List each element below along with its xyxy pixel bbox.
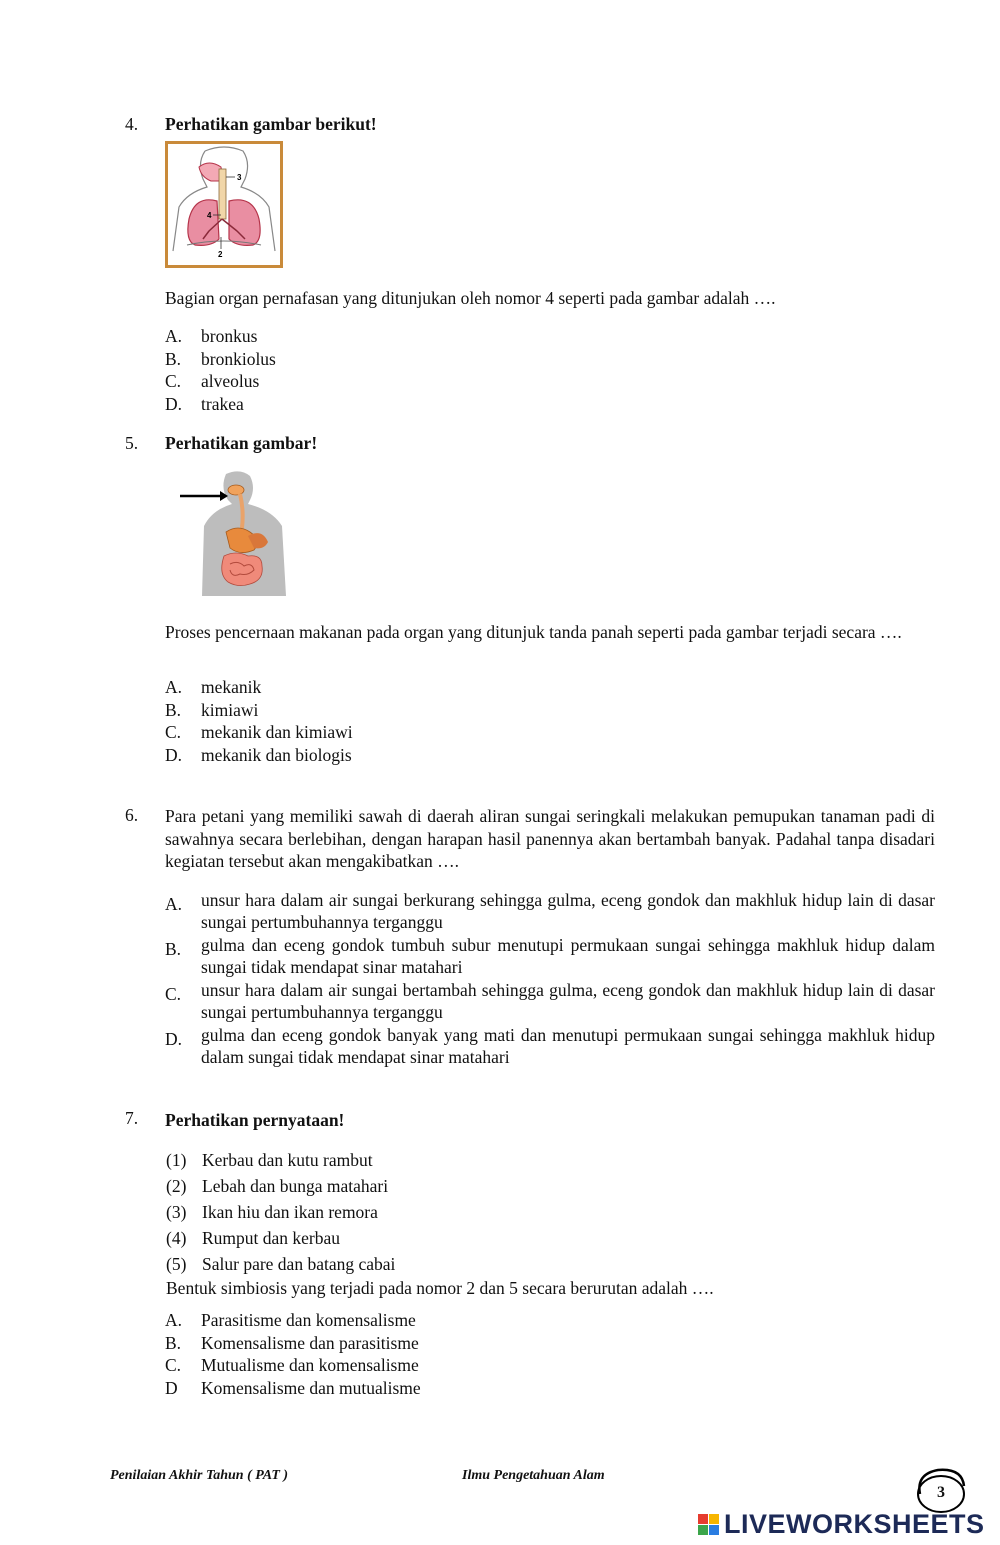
- option-letter: A.: [165, 677, 183, 697]
- option-text: unsur hara dalam air sungai berkurang sehingga gulma, eceng gondok dan makhluk hidup lain di dasar sungai pertumbuhannya terganggu: [201, 890, 935, 932]
- option-text: bronkiolus: [201, 348, 276, 369]
- option-text: mekanik dan biologis: [201, 744, 352, 765]
- q5-option-c[interactable]: [165, 721, 353, 744]
- q4-question: Bagian organ pernafasan yang ditunjukan oleh nomor 4 seperti pada gambar adalah ….: [165, 288, 776, 308]
- option-letter: A.: [165, 326, 183, 346]
- option-text: trakea: [201, 393, 244, 414]
- liveworksheets-logo-text: LIVEWORKSHEETS: [724, 1509, 985, 1539]
- q7-option-b[interactable]: [165, 1332, 419, 1355]
- option-text: gulma dan eceng gondok tumbuh subur menutupi permukaan sungai sehingga makhluk hidup dalam sungai tidak mendapat sinar matahari: [201, 935, 935, 977]
- q6-option-d[interactable]: [165, 1024, 935, 1068]
- q6-question: Para petani yang memiliki sawah di daerah aliran sungai seringkali melakukan pemupukan tanaman padi di sawahnya secara berlebihan, dengan harapan hasil panennya akan bertambah banyak. Padahal tanpa disadari kegiatan tersebut akan mengakibatkan ….: [165, 806, 935, 871]
- q7-option-c[interactable]: [165, 1354, 419, 1377]
- option-text: kimiawi: [201, 699, 259, 720]
- q6-option-b[interactable]: [165, 934, 935, 978]
- statement-text: Salur pare dan batang cabai: [202, 1254, 396, 1274]
- statement-text: Lebah dan bunga matahari: [202, 1176, 389, 1196]
- statement-label: (5): [166, 1254, 187, 1274]
- option-letter: C.: [165, 984, 182, 1004]
- q6-number: 6.: [125, 805, 139, 825]
- statement-label: (4): [166, 1228, 187, 1248]
- q4-title: Perhatikan gambar berikut!: [165, 114, 377, 134]
- digestive-system-figure: [178, 470, 290, 600]
- option-letter: A.: [165, 1310, 183, 1330]
- option-text: Parasitisme dan komensalisme: [201, 1310, 416, 1330]
- footer-subject: Ilmu Pengetahuan Alam: [462, 1468, 605, 1483]
- q7-title: Perhatikan pernyataan!: [165, 1110, 345, 1130]
- q7-question: Bentuk simbiosis yang terjadi pada nomor 2 dan 5 secara berurutan adalah ….: [166, 1278, 714, 1298]
- q4-option-d[interactable]: [165, 393, 244, 416]
- q5-number: 5.: [125, 433, 139, 453]
- statement-text: Kerbau dan kutu rambut: [202, 1150, 373, 1170]
- page-number: 3: [937, 1484, 945, 1501]
- option-letter: B.: [165, 1332, 182, 1353]
- q4-option-c[interactable]: [165, 370, 259, 393]
- q7-statement-1: [166, 1147, 373, 1173]
- q7-statement-5: [166, 1251, 395, 1277]
- q5-option-a[interactable]: [165, 676, 261, 699]
- option-letter: B.: [165, 699, 182, 720]
- option-letter: D.: [165, 1029, 183, 1049]
- q6-option-c[interactable]: [165, 979, 935, 1023]
- q6-option-a[interactable]: [165, 889, 935, 933]
- liveworksheets-logo-icon: [698, 1514, 720, 1536]
- option-letter: A.: [165, 894, 183, 914]
- q7-number: 7.: [125, 1108, 139, 1128]
- option-letter: D.: [165, 393, 183, 414]
- q4-option-b[interactable]: [165, 348, 276, 371]
- option-letter: B.: [165, 939, 182, 959]
- option-letter: B.: [165, 348, 182, 369]
- option-letter: D: [165, 1377, 178, 1398]
- option-letter: C.: [165, 371, 182, 391]
- q7-option-d[interactable]: [165, 1377, 421, 1400]
- option-text: Komensalisme dan parasitisme: [201, 1332, 419, 1353]
- statement-label: (1): [166, 1150, 187, 1170]
- statement-text: Ikan hiu dan ikan remora: [202, 1202, 378, 1222]
- option-text: bronkus: [201, 326, 258, 346]
- statement-text: Rumput dan kerbau: [202, 1228, 341, 1248]
- q5-title: Perhatikan gambar!: [165, 433, 318, 453]
- option-letter: D.: [165, 744, 183, 765]
- option-text: gulma dan eceng gondok banyak yang mati dan menutupi permukaan sungai sehingga makhluk hidup dalam sungai tidak mendapat sinar matahari: [201, 1025, 935, 1067]
- statement-label: (3): [166, 1202, 187, 1222]
- statement-label: (2): [166, 1176, 187, 1196]
- q7-option-a[interactable]: [165, 1309, 416, 1332]
- option-text: mekanik dan kimiawi: [201, 722, 353, 742]
- figure-label-4: 4: [207, 211, 212, 220]
- option-text: alveolus: [201, 371, 260, 391]
- q5-question: Proses pencernaan makanan pada organ yang ditunjuk tanda panah seperti pada gambar terjadi secara ….: [165, 622, 902, 642]
- footer-exam-name: Penilaian Akhir Tahun ( PAT ): [110, 1468, 289, 1483]
- option-text: unsur hara dalam air sungai bertambah sehingga gulma, eceng gondok dan makhluk hidup lain di dasar sungai pertumbuhannya terganggu: [201, 980, 935, 1022]
- q5-option-b[interactable]: [165, 699, 258, 722]
- option-text: mekanik: [201, 677, 262, 697]
- figure-label-2: 2: [218, 250, 223, 259]
- option-letter: C.: [165, 722, 182, 742]
- q7-statement-3: [166, 1199, 378, 1225]
- q4-number: 4.: [125, 114, 139, 134]
- q7-statement-4: [166, 1225, 340, 1251]
- respiratory-system-figure: [165, 141, 283, 268]
- option-text: Komensalisme dan mutualisme: [201, 1377, 421, 1398]
- figure-label-3: 3: [237, 173, 242, 182]
- option-text: Mutualisme dan komensalisme: [201, 1355, 419, 1375]
- q5-option-d[interactable]: [165, 744, 352, 767]
- q4-option-a[interactable]: [165, 325, 257, 348]
- option-letter: C.: [165, 1355, 182, 1375]
- q7-statement-2: [166, 1173, 388, 1199]
